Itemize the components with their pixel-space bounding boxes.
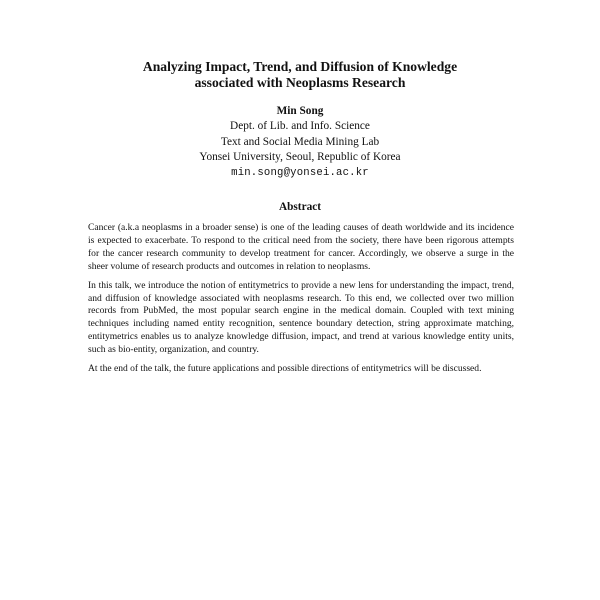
title-line-1: Analyzing Impact, Trend, and Diffusion of Knowledge: [142, 59, 458, 74]
abstract-body: [88, 222, 514, 382]
abstract-paragraph-1: Cancer (a.k.a neoplasms in a broader sense) is one of the leading causes of death worldwide and its incidence is expected to exacerbate. To respond to the critical need from the society, there have been rigorous attempts for the cancer research community to develop treatment for cancer. Accordingly, we observe a surge in the sheer volume of research products and outcomes in relation to neoplasms.: [88, 222, 514, 272]
author-name: Min Song: [276, 105, 324, 117]
paper-title: [0, 59, 600, 91]
author-department: Dept. of Lib. and Info. Science: [230, 120, 370, 133]
author-affiliation: Yonsei University, Seoul, Republic of Korea: [199, 151, 401, 164]
author-block: [0, 104, 600, 181]
title-line-2: associated with Neoplasms Research: [194, 75, 406, 90]
author-lab: Text and Social Media Mining Lab: [220, 135, 380, 148]
abstract-heading: Abstract: [278, 201, 322, 213]
author-email: min.song@yonsei.ac.kr: [231, 166, 369, 179]
abstract-paragraph-3: At the end of the talk, the future applications and possible directions of entitymetrics will be discussed.: [88, 363, 482, 375]
abstract-paragraph-2: In this talk, we introduce the notion of entitymetrics to provide a new lens for understanding the impact, trend, and diffusion of knowledge associated with neoplasms research. To this end, we collected over two million records from PubMed, the most popular search engine in the medical domain. Coupled with text mining techniques including named entity recognition, sentence boundary detection, string approximate matching, entitymetrics enables us to analyze knowledge diffusion, impact, and trend at various knowledge entity units, such as bio-entity, organization, and country.: [88, 279, 514, 356]
